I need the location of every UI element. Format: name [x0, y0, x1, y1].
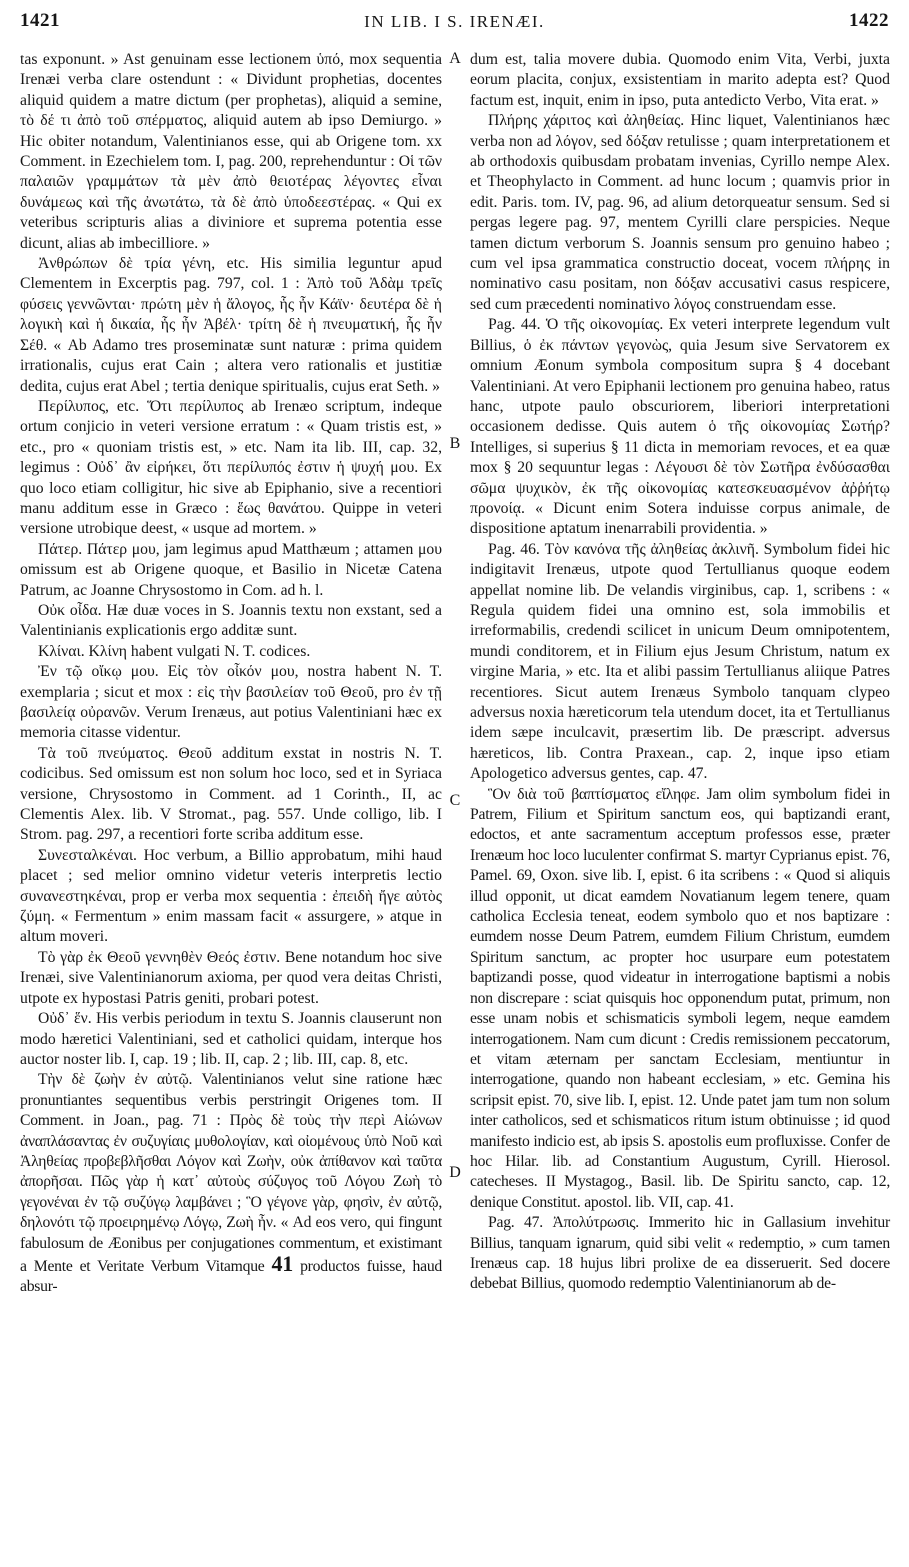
paragraph: Κλίναι. Κλίνη habent vulgati N. T. codices.: [38, 642, 311, 660]
paragraph: Πλήρης χάριτος καὶ ἀληθείας. Hinc liquet, Valentinianos hæc verba non ad λόγον, sed δόξαν retulisse ; quam interpretationem et ab orthodoxis quibusdam probatam invenias, Cyrillo nempe Alex. et Theophylacto in Comment. ad hunc locum ; quamvis prior in edit. Paris. tom. IV, pag. 96, ad alium detorqueatur sensum. Sed si pergas legere pag. 97, mentem Cyrilli clare perspicies. Neque tamen dictum verborum S. Joannis sensum pro genuino habeo ; cum vel ipsa grammatica constructio doceat, vocem πλήρης in nominativo casu positam, non δόξαν accusativi casus respicere, sed cum præcedenti nominativo λόγος construendam esse.: [470, 112, 890, 313]
margin-marker-b: B: [449, 435, 461, 452]
paragraph: Ὃν διὰ τοῦ βαπτίσματος εἴληφε. Jam olim symbolum fidei in Patrem, Filium et Spiritum sanctum eos, qui baptizandi erant, edoctos, et ante sacramentum acceptum professos esse, præter Irenæum hoc loco luculenter confirmat S. martyr Cyprianus epist. 76, Pamel. 69, Oxon. sive lib. I, epist. 6 ita scribens : « Quod si aliquis illud opponit, ut dicat eamdem Novatianum legem tenere, quam catholica Ecclesia teneat, eodem symbolo quo et nos baptizare : eumdem nosse Deum Patrem, eumdem Filium Christum, eumdem Spiritum sanctum, ac propter hoc usurpare eum potestatem baptizandi posse, quod videatur in interrogatione baptismi a nobis non discrepare : sciat quisquis hoc opponendum putat, primum, non esse unam nobis et schismaticis symboli legem, neque eamdem interrogationem. Nam cum dicunt : Credis remissionem peccatorum, et vitam æternam per sanctam Ecclesiam, mentiuntur in interrogatione, quando non habeant ecclesiam, » etc. Gemina his scripsit epist. 70, sive lib. I, epist. 12. Unde patet jam tum non solum inter catholicos, sed et schismaticos ritum istum obtinuisse ; id quod manifesto indicio est, ab ipsis S. apostolis eum profluxisse. Confer de hoc Hilar. lib. ad Constantium Augustum, Cyrill. Hierosol. catecheses. II Mystagog., Basil. lib. De Spiritu sancto, cap. 12, denique Constitut. apostol. lib. VII, cap. 41.: [470, 785, 890, 1211]
paragraph: tas exponunt. » Ast genuinam esse lectionem ὑπό, mox sequentia Irenæi verba clare ostendunt : « Dividunt prophetias, docentes aliquid quidem a matre dictum (per prophetas), aliquid a semine, τὸ δέ τι ἀπὸ τοῦ σπέρματος, aliquid autem ab ipso Demiurgo. » Hic obiter notandum, Valentinianos esse, qui ab Origene tom. xx Comment. in Ezechielem tom. I, pag. 200, reprehenduntur : Οἱ τῶν παλαιῶν γραμμάτων τὰ μὲν ἀπὸ θειοτέρας λέγοντες εἶναι δυνάμεως καὶ τῆς ἀνωτάτω, τὰ δὲ ἀπὸ ὑποδεεστέρας. « Qui ex veteribus scripturis alias a diviniore et suprema potentia esse dicunt, alias ab imbecilliore. »: [20, 51, 442, 252]
paragraph: dum est, talia movere dubia. Quomodo enim Vita, Verbi, juxta eorum placita, conjux, exsistentiam in marito adepta est? Quod factum est, inquit, enim in ipso, puta antedicto Verbo, Vita erat. »: [470, 51, 890, 109]
running-header: [14, 4, 895, 44]
paragraph: [20, 1070, 442, 1297]
paragraph: Ἀνθρώπων δὲ τρία γένη, etc. His similia leguntur apud Clementem in Excerptis pag. 797, col. 1 : Ἀπὸ τοῦ Ἀδὰμ τρεῖς φύσεις γεννῶνται· πρώτη μὲν ἡ ἄλογος, ἧς ἦν Κάϊν· δευτέρα δὲ ἡ λογικὴ καὶ ἡ δικαία, ἧς ἦν Ἀβέλ· τρίτη δὲ ἡ πνευματική, ἧς ἦν Σέθ. « Ab Adamo tres proseminatæ sunt naturæ : prima quidem irrationalis, cujus erat Cain ; altera vero rationalis et justitiæ dedita, cujus erat Abel ; tertia denique spiritualis, cujus erat Seth. »: [20, 255, 442, 395]
paragraph: Pag. 44. Ὁ τῆς οἰκονομίας. Ex veteri interprete legendum vult Billius, ὁ ἐκ πάντων γεγονὼς, quia Jesum sive Servatorem ex omnium Æonum symbola compositum supra § 4 docebant Valentiniani. At vero Epiphanii lectionem pro genuina habeo, ratus hanc, utpote paulo obscuriorem, liberiori interpretationi occasionem dedisse. Quis autem ὁ τῆς οἰκονομίας Σωτήρ? Intelliges, si superius § 11 dicta in memoriam revoces, et ea quæ mox § 20 sequuntur legas : Λέγουσι δὲ τὸν Σωτῆρα ἐνδύσασθαι σῶμα ψυχικὸν, ἐκ τῆς οἰκονομίας κατεσκευασμένον ἀῤῥήτῳ προνοίᾳ. « Dicunt enim Sotera induisse corpus animale, de dispositione aptatum inenarrabili providentia. »: [470, 316, 890, 538]
paragraph: Pag. 47. Ἀπολύτρωσις. Immerito hic in Gallasium invehitur Billius, tanquam ignarum, quid sibi velit « redemptio, » cum tamen Irenæus cap. 18 hujus libri prolixe de ea disseruerit. Sed docere debebat Billius, quomodo redemptio Valentinianorum ab de-: [470, 1214, 890, 1293]
right-column: [470, 50, 890, 1295]
paragraph: Οὐδ᾽ ἕν. His verbis periodum in textu S. Joannis clauserunt non modo hæretici Valentiniani, sed et catholici quidam, interque hos auctor noster lib. I, cap. 19 ; lib. II, cap. 2 ; lib. III, cap. 8, etc.: [20, 1010, 442, 1068]
paragraph-tail: productos fuisse, haud absur-: [20, 1257, 443, 1296]
margin-marker-c: C: [449, 792, 461, 809]
paragraph: Τὰ τοῦ πνεύματος. Θεοῦ additum exstat in nostris N. T. codicibus. Sed omissum est non solum hoc loco, sed et in Syriaca versione, Chrysostomo in Comment. ad 1 Corinth., II, ac Clementis Alex. lib. V Stromat., pag. 557. Unde colligo, lib. I Strom. pag. 297, a recentiori forte scriba additum esse.: [20, 744, 442, 844]
running-title: IN LIB. I S. IRENÆI.: [364, 12, 545, 31]
signature-mark: 41: [271, 1250, 294, 1276]
paragraph: Οὐκ οἶδα. Hæ duæ voces in S. Joannis textu non exstant, sed a Valentinianis explicationis ergo additæ sunt.: [20, 601, 442, 640]
margin-marker-d: D: [449, 1164, 461, 1181]
margin-marker-a: A: [449, 50, 461, 67]
paragraph: Ἐν τῷ οἴκῳ μου. Εἰς τὸν οἶκόν μου, nostra habent N. T. exemplaria ; sicut et mox : εἰς τὴν βασιλείαν τοῦ Θεοῦ, pro ἐν τῇ βασιλείᾳ οὐρανῶν. Verum Irenæus, aut potius Valentiniani hæc ex memoria citasse videntur.: [20, 663, 442, 742]
paragraph: Συνεσταλκέναι. Hoc verbum, a Billio approbatum, mihi haud placet ; sed melior omnino videtur veteris interpretis lectio συνανεστηκέναι, prop er verba mox sequentia : ἐπειδὴ ἤγε αὐτὸς ζύμη. « Fermentum » enim massam facit « assurgere, » atque in altum moveri.: [20, 846, 442, 946]
paragraph: Pag. 46. Τὸν κανόνα τῆς ἀληθείας ἀκλινῆ. Symbolum fidei hic indigitavit Irenæus, utpote quod Tertullianus quoque eodem appellat nomine lib. De velandis virginibus, cap. 1, scribens : « Regula quidem fidei una omnino est, sola immobilis et irreformabilis, credendi scilicet in unicum Deum omnipotentem, mundi conditorem, et in Filium ejus Jesum Christum, natum ex virgine Maria, » etc. Ita et alibi passim Tertullianus aliique Patres recentiores. Sicut autem Irenæus Symbolo tanquam clypeo adversus noxia hæreticorum tela utendum docet, ita et Tertullianus idem sæpe inculcavit, præsertim lib. De præscript. adversus hæreticos, lib. Contra Praxean., cap. 2, inque ipso etiam Apologetico adversus gentes, cap. 47.: [470, 540, 890, 783]
paragraph: Τὸ γὰρ ἐκ Θεοῦ γεννηθὲν Θεός ἐστιν. Bene notandum hoc sive Irenæi, sive Valentinianorum axioma, per quod vera deitas Christi, utpote ex hypostasi Patris geniti, probari potest.: [20, 948, 442, 1007]
paragraph-text: Τὴν δὲ ζωὴν ἐν αὐτῷ. Valentinianos velut sine ratione hæc pronuntiantes sequentibus verbis perstringit Origenes tom. II Comment. in Joan., pag. 71 : Πρὸς δὲ τοὺς τὴν περὶ Αἰώνων ἀναπλάσαντας ἐν συζυγίαις μυθολογίαν, καὶ οἰομένους ὑπὸ Νοῦ καὶ Ἀληθείας προβεβλῆσθαι Λόγον καὶ Ζωὴν, οὐκ ἀπίθανον καὶ ταῦτα ἀπορῆσαι. Πῶς γὰρ ἡ κατ᾽ αὐτοὺς σύζυγος τοῦ Λόγου Ζωὴ τὸ γεγονέναι ἐν τῷ συζύγῳ λαμβάνει ; Ὃ γέγονε γὰρ, φησὶν, ἐν αὐτῷ, δηλονότι τῷ προειρημένῳ Λόγῳ, Ζωὴ ἦν. « Ad eos vero, qui fingunt fabulosum de Æonibus per conjugationes commentum, et existimant a Mente et Veritate Verbum Vitamque: [20, 1071, 442, 1275]
paragraph: Περίλυπος, etc. Ὅτι περίλυπος ab Irenæo scriptum, indeque ortum conjicio in veteri versione erratum : « Quam tristis est, » etc., pro « quoniam tristis est, » etc. Nam ita lib. III, cap. 32, legimus : Οὐδ᾽ ἂν εἰρήκει, ὅτι περίλυπός ἐστιν ἡ ψυχή μου. Ex quo loco etiam colligitur, hic sive ab Epiphanio, sive a recentiori manu additum esse in Græco : ἕως θανάτου. Quippe in veteri versione utrobique deest, « usque ad mortem. »: [20, 397, 442, 538]
left-column: [20, 50, 442, 1298]
left-page-number: 1421: [20, 10, 60, 31]
right-page-number: 1422: [849, 10, 889, 31]
paragraph: Πάτερ. Πάτερ μου, jam legimus apud Matthæum ; attamen μου omissum est ab Origene quoque, et Basilio in Nicetæ Catena Patrum, ac Joanne Chrysostomo in Com. ad h. l.: [20, 540, 442, 599]
